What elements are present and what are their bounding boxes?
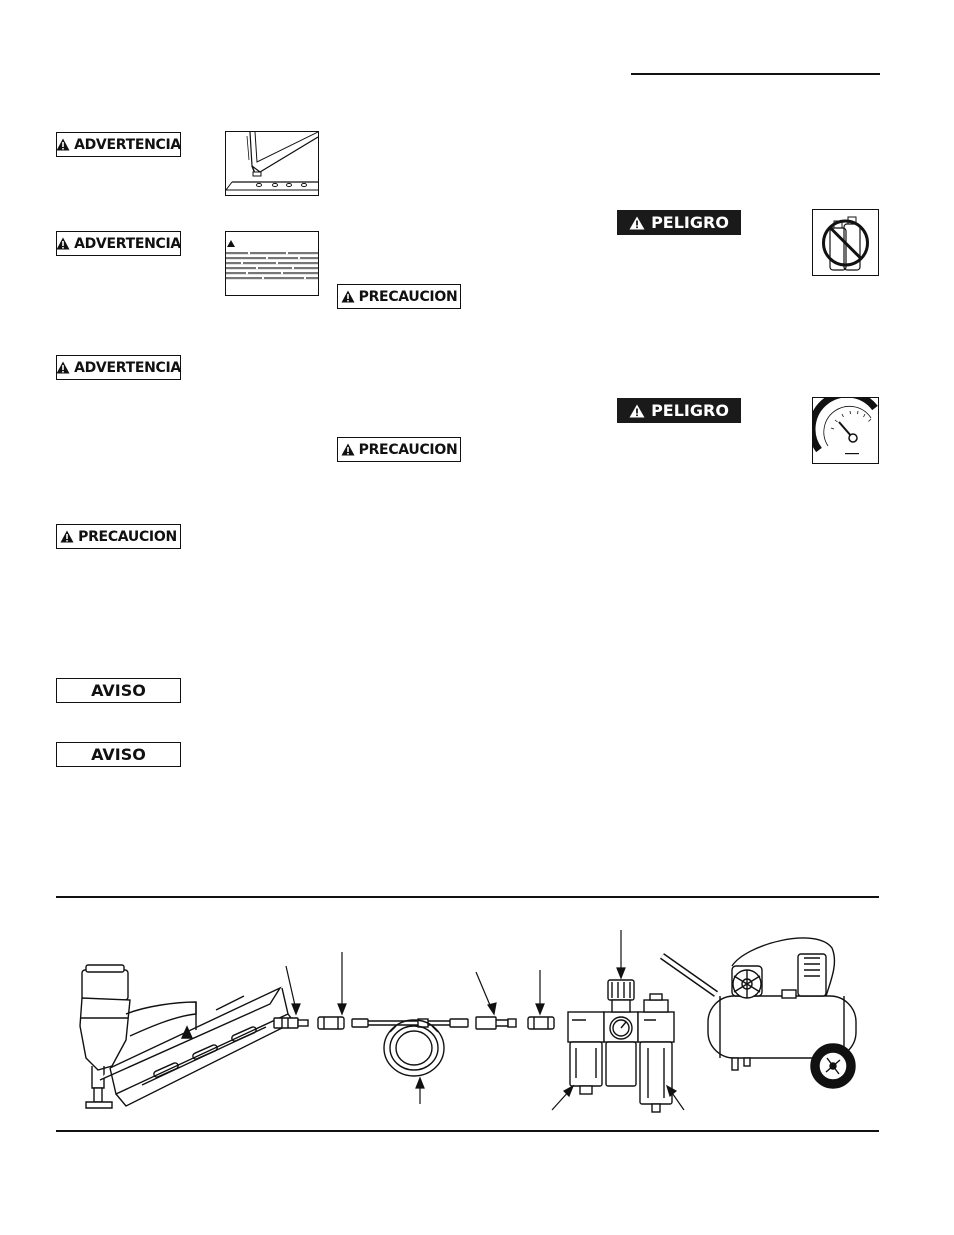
header-rule	[631, 73, 880, 75]
warning-triangle-icon	[629, 404, 645, 418]
warning-triangle-icon	[341, 443, 355, 456]
air-system-diagram	[56, 918, 879, 1126]
hose-end-fittings	[476, 1017, 554, 1029]
filter-regulator-lubricator	[568, 980, 674, 1112]
air-hose	[352, 1019, 468, 1076]
warning-triangle-icon	[629, 216, 645, 230]
precaucion-text: PRECAUCION	[358, 441, 458, 458]
peligro-label-2	[617, 398, 741, 423]
diagram-bottom-rule	[56, 1130, 879, 1132]
precaucion-label-mid-2	[337, 437, 461, 462]
advertencia-text: ADVERTENCIA	[74, 235, 181, 252]
warning-triangle-icon	[56, 237, 70, 250]
warning-triangle-icon	[56, 361, 70, 374]
air-compressor-illustration	[662, 938, 856, 1088]
peligro-text: PELIGRO	[651, 401, 729, 420]
coupler-fitting	[318, 1017, 344, 1029]
warning-triangle-icon	[56, 138, 70, 151]
advertencia-label-3	[56, 355, 181, 380]
advertencia-label-2	[56, 231, 181, 256]
advertencia-text: ADVERTENCIA	[74, 136, 181, 153]
aviso-text: AVISO	[91, 745, 146, 764]
male-plug-fitting	[274, 1018, 308, 1028]
no-bottled-gas-icon	[812, 209, 879, 276]
precaucion-label-mid-1	[337, 284, 461, 309]
precaucion-text: PRECAUCION	[78, 528, 177, 545]
aviso-label-2	[56, 742, 181, 767]
pressure-gauge-icon	[812, 397, 879, 464]
warning-triangle-icon	[341, 290, 355, 303]
warning-label-illustration	[225, 231, 319, 296]
framing-nailer-illustration	[80, 965, 294, 1108]
peligro-label-1	[617, 210, 741, 235]
aviso-label-1	[56, 678, 181, 703]
nailer-tip-illustration	[225, 131, 319, 196]
warning-triangle-icon	[60, 530, 74, 543]
precaucion-label-left	[56, 524, 181, 549]
aviso-text: AVISO	[91, 681, 146, 700]
diagram-top-rule	[56, 896, 879, 898]
peligro-text: PELIGRO	[651, 213, 729, 232]
precaucion-text: PRECAUCION	[358, 288, 458, 305]
advertencia-text: ADVERTENCIA	[74, 359, 181, 376]
advertencia-label-1	[56, 132, 181, 157]
